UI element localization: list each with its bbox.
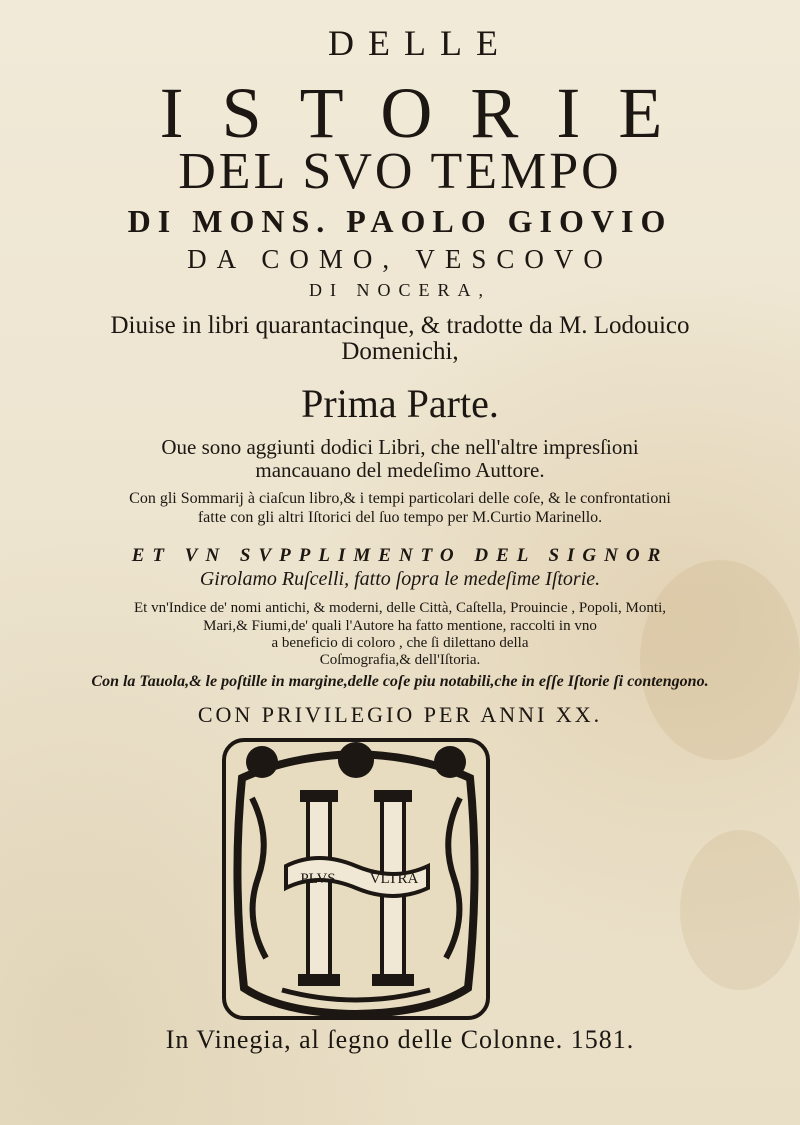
device-motto-left: PLVS [300, 871, 336, 887]
device-motto-right: VLTRA [369, 871, 419, 887]
device-capital-left [300, 790, 338, 802]
author-see: DI NOCERA, [309, 280, 491, 300]
author-line: DI MONS. PAOLO GIOVIO [127, 203, 673, 239]
table-note: Con la Tauola,& le poſtille in margine,delle coſe piu notabili,che in eſſe Iſtorie ſi contengono. [91, 673, 709, 690]
additions-note-1: Oue sono aggiunti dodici Libri, che nell'altre impresſioni [161, 435, 639, 459]
title-del-suo-tempo: DEL SVO TEMPO [178, 143, 622, 200]
additions-note-2: mancauano del medeſimo Auttore. [255, 458, 545, 482]
index-note-3: a beneficio di coloro , che ſi dilettano della [271, 635, 529, 651]
device-base-left [298, 974, 340, 986]
device-mask-right [434, 746, 466, 778]
paper-stain [680, 830, 800, 990]
imprint-line: In Vinegia, al ſegno delle Colonne. 1581. [165, 1025, 635, 1054]
supplement-author: Girolamo Ruſcelli, fatto ſopra le medeſime Iſtorie. [199, 568, 601, 590]
index-note-4: Coſmografia,& dell'Iſtoria. [319, 652, 481, 668]
translator-name: Domenichi, [341, 338, 459, 365]
device-column-left [308, 798, 330, 978]
division-note: Diuise in libri quarantacinque, & tradotte da M. Lodouico [110, 312, 690, 339]
device-mask-left [246, 746, 278, 778]
author-origin: DA COMO, VESCOVO [187, 244, 613, 274]
index-note-2: Mari,& Fiumi,de' quali l'Autore ha fatto mentione, raccolti in vno [203, 618, 597, 634]
part-title: Prima Parte. [301, 381, 499, 426]
title-delle: DELLE [328, 23, 512, 63]
index-note-1: Et vn'Indice de' nomi antichi, & moderni, delle Città, Caſtella, Prouincie , Popoli, Monti, [134, 600, 666, 616]
summaries-note-2: fatte con gli altri Iſtorici del ſuo tempo per M.Curtio Marinello. [197, 509, 603, 526]
printer-device-woodcut [222, 738, 490, 1020]
privilege-line: CON PRIVILEGIO PER ANNI XX. [197, 702, 603, 727]
device-mask-top [338, 742, 374, 778]
summaries-note-1: Con gli Sommarij à ciaſcun libro,& i tempi particolari delle coſe, & le confrontationi [129, 490, 671, 507]
supplement-line: ET VN SVPPLIMENTO DEL SIGNOR [131, 545, 669, 566]
title-istorie: ISTORIE [159, 73, 701, 153]
device-capital-right [374, 790, 412, 802]
device-base-right [372, 974, 414, 986]
